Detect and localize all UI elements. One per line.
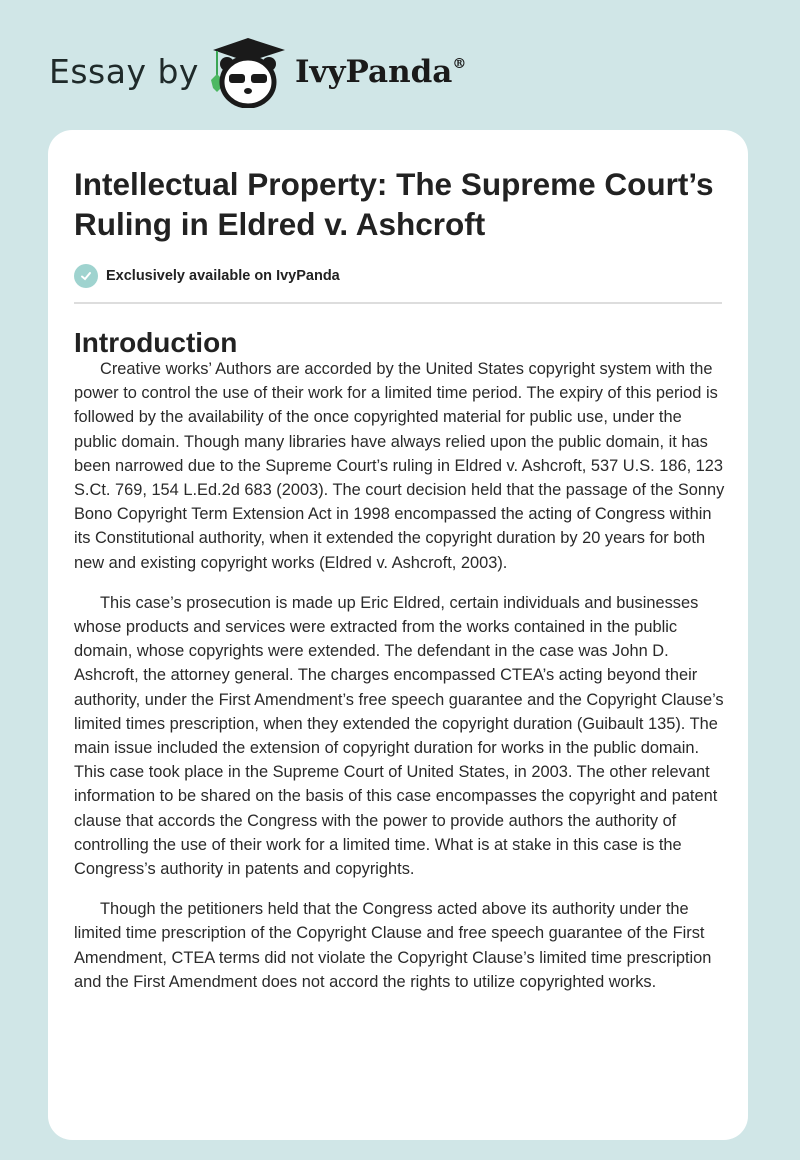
- paragraph: Creative works’ Authors are accorded by the United States copyright system with the power to control the use of their work for a limited time period. The expiry of this period is followed by the availability of the once copyrighted material for public use, under the public domain. Though many libraries have always relied upon the public domain, it has been narrowed due to the Supreme Court’s ruling in Eldred v. Ashcroft, 537 U.S. 186, 123 S.Ct. 769, 154 L.Ed.2d 683 (2003). The court decision held that the passage of the Sonny Bono Copyright Term Extension Act in 1998 encompassed the acting of Congress within its Constitutional authority, when it extended the copyright duration by 20 years for both new and existing copyright works (Eldred v. Ashcroft, 2003).: [74, 360, 725, 572]
- essay-by-label: Essay by: [49, 52, 199, 91]
- essay-body: [74, 357, 726, 1010]
- paragraph: This case’s prosecution is made up Eric Eldred, certain individuals and businesses whose products and services were extracted from the works contained in the public domain, whose copyrights were extended. The defendant in the case was John D. Ashcroft, the attorney general. The charges encompassed CTEA’s acting beyond their authority, under the First Amendment’s free speech guarantee and the Copyright Clause’s limited times prescription, when they extended the copyright duration (Guibault 135). The main issue included the extension of copyright duration for works in the public domain. This case took place in the Supreme Court of United States, in 2003. The other relevant information to be shared on the basis of this case encompasses the copyright and patent clause that accords the Congress with the power to provide authors the authority of controlling the use of their work for a limited time. What is at stake in this case is the Congress’s authority in patents and copyrights.: [74, 593, 724, 879]
- brand-text: IvyPanda: [295, 54, 453, 90]
- divider: [74, 302, 722, 304]
- brand-name[interactable]: [295, 54, 466, 90]
- ivypanda-logo-icon[interactable]: [203, 36, 293, 108]
- essay-card: [48, 130, 748, 1140]
- exclusive-badge: [74, 264, 340, 288]
- badge-text: Exclusively available on IvyPanda: [106, 268, 340, 284]
- essay-title: Intellectual Property: The Supreme Court’s Ruling in Eldred v. Ashcroft: [74, 166, 714, 242]
- section-heading: Introduction: [74, 327, 238, 358]
- registered-mark: ®: [452, 56, 467, 72]
- check-circle-icon: [74, 264, 98, 288]
- site-header: [0, 20, 800, 120]
- paragraph: Though the petitioners held that the Congress acted above its authority under the limited time prescription of the Copyright Clause and free speech guarantee of the First Amendment, CTEA terms did not violate the Copyright Clause’s limited time prescription and the First Amendment does not accord the rights to utilize copyrighted works.: [74, 900, 712, 991]
